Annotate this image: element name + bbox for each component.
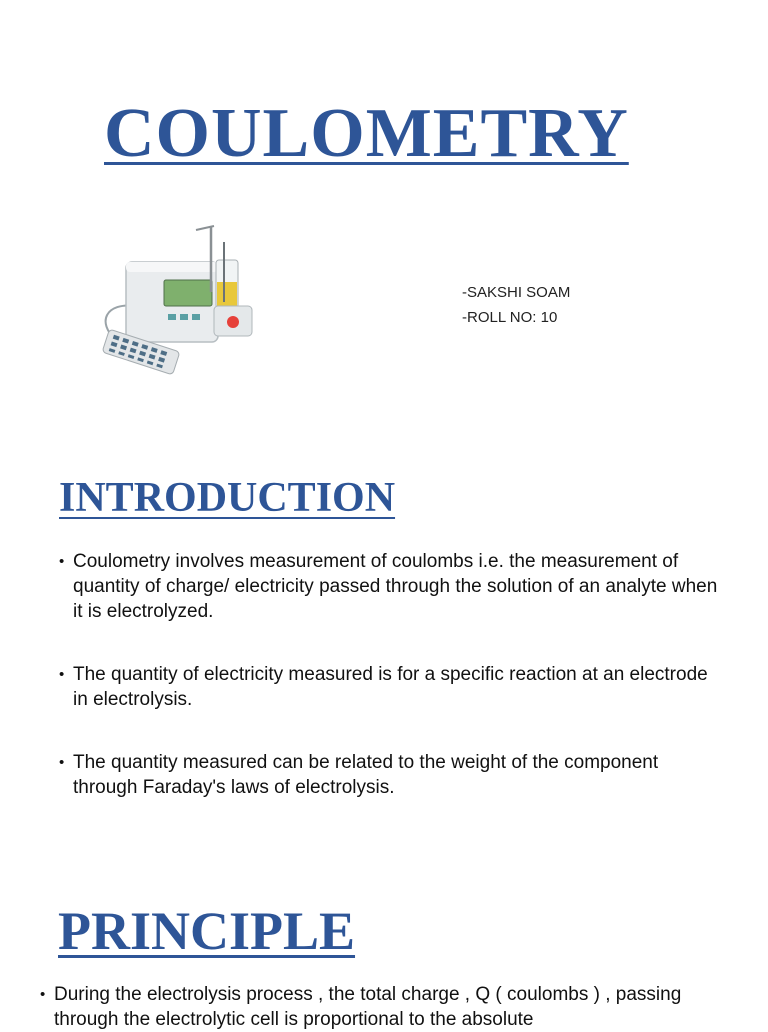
device-button	[192, 314, 200, 320]
author-name: -SAKSHI SOAM	[462, 284, 571, 301]
list-item	[59, 549, 719, 624]
introduction-bullet-list	[59, 549, 719, 838]
bullet-icon: •	[40, 986, 46, 1003]
bullet-icon: •	[59, 553, 65, 570]
principle-bullet-list	[40, 982, 740, 1032]
bullet-text: The quantity measured can be related to the weight of the component through Faraday's laws of electrolysis.	[73, 752, 659, 798]
beaker-solution	[217, 282, 237, 307]
device-screen	[164, 280, 212, 306]
list-item	[59, 662, 719, 712]
bullet-text: During the electrolysis process , the total charge , Q ( coulombs ) , passing through the electrolytic cell is proportional to the absolute	[54, 984, 682, 1030]
principle-heading: PRINCIPLE	[58, 901, 356, 961]
bullet-text: The quantity of electricity measured is for a specific reaction at an electrode in electrolysis.	[73, 664, 708, 710]
coulometer-illustration	[96, 222, 256, 382]
device-button	[180, 314, 188, 320]
device-top	[126, 262, 218, 272]
list-item	[59, 750, 719, 800]
author-roll-number: -ROLL NO: 10	[462, 309, 558, 326]
device-button	[168, 314, 176, 320]
page-title: COULOMETRY	[104, 95, 629, 172]
list-item	[40, 982, 740, 1032]
stirrer-knob	[227, 316, 239, 328]
bullet-text: Coulometry involves measurement of coulombs i.e. the measurement of quantity of charge/ electricity passed through the solution of an analyte when it is electrolyzed.	[73, 551, 718, 622]
bullet-icon: •	[59, 754, 65, 771]
introduction-heading: INTRODUCTION	[59, 475, 396, 521]
bullet-icon: •	[59, 666, 65, 683]
